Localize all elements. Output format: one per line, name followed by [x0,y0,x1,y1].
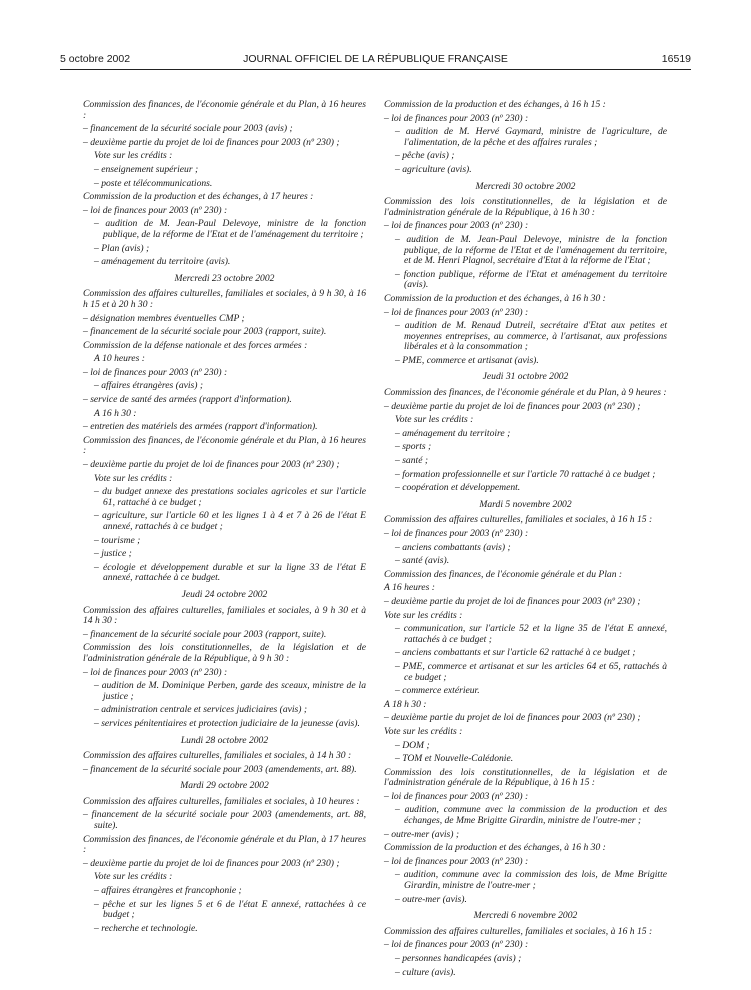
agenda-line: Commission des affaires culturelles, familiales et sociales, à 9 h 30, à 16 h 15 et à 20 h 30 : [83,288,366,310]
agenda-line: – communication, sur l'article 52 et la ligne 35 de l'état E annexé, rattachés à ce budget ; [395,623,667,645]
agenda-line: – culture (avis). [395,966,456,978]
agenda-line: – loi de finances pour 2003 (nº 230) : [384,790,529,802]
agenda-line: Vote sur les crédits : [395,414,474,426]
agenda-line: A 10 heures : [94,353,145,365]
agenda-line: – désignation membres éventuelles CMP ; [83,312,245,324]
agenda-line: – loi de finances pour 2003 (nº 230) : [384,855,529,867]
agenda-line: – poste et télécommunications. [94,177,213,189]
agenda-line: – TOM et Nouvelle-Calédonie. [395,753,514,765]
agenda-line: Commission de la production et des échanges, à 16 h 30 : [384,842,606,854]
agenda-line: Commission de la production et des échanges, à 17 heures : [83,191,314,203]
agenda-line: – deuxième partie du projet de loi de finances pour 2003 (nº 230) ; [83,857,340,869]
right-column [384,100,667,981]
agenda-line: – anciens combattants et sur l'article 62 rattaché à ce budget ; [395,647,636,659]
agenda-line: – du budget annexe des prestations sociales agricoles et sur l'article 61, rattaché à ce budget ; [94,486,366,508]
agenda-line: – loi de finances pour 2003 (nº 230) : [83,204,228,216]
agenda-line: Commission de la défense nationale et des forces armées : [83,339,308,351]
agenda-line: Commission des lois constitutionnelles, de la législation et de l'administration générale de la République, à 9 h 30 : [83,642,366,664]
header-rule [60,69,691,70]
agenda-line: – fonction publique, réforme de l'Etat et aménagement du territoire (avis). [395,268,667,291]
header-title: JOURNAL OFFICIEL DE LA RÉPUBLIQUE FRANÇAISE [243,53,508,65]
agenda-line: Commission de la production et des échanges, à 16 h 15 : [384,99,606,110]
agenda-line: – deuxième partie du projet de loi de finances pour 2003 (nº 230) ; [83,459,340,471]
agenda-line: – agriculture, sur l'article 60 et les lignes 1 à 4 et 7 à 26 de l'état E annexé, rattachés à ce budget ; [94,510,366,532]
agenda-line: – loi de finances pour 2003 (nº 230) : [384,112,529,124]
agenda-line: – audition de M. Jean-Paul Delevoye, ministre de la fonction publique, de la réforme de l'Etat et de l'aménagement du territoire ; [94,218,366,240]
agenda-line: Vote sur les crédits : [94,150,173,162]
agenda-line: – tourisme ; [94,534,141,546]
agenda-line: Commission des lois constitutionnelles, de la législation et de l'administration générale de la République, à 16 h 15 : [384,766,667,789]
page-number: 16519 [661,53,691,65]
agenda-line: – audition de M. Dominique Perben, garde des sceaux, ministre de la justice ; [94,680,366,702]
agenda-line: Commission des affaires culturelles, familiales et sociales, à 16 h 15 : [384,925,653,937]
agenda-line: Vote sur les crédits : [384,725,463,737]
agenda-line: – coopération et développement. [395,482,521,494]
agenda-line: – deuxième partie du projet de loi de finances pour 2003 (nº 230) ; [384,712,641,724]
agenda-line: – loi de finances pour 2003 (nº 230) : [384,939,529,951]
agenda-line: – audition de M. Jean-Paul Delevoye, ministre de la fonction publique, de la réforme de l'Etat et de l'aménagement du territoire, et de M. Henri Plagnol, secrétaire d'Etat à la réforme de l'Etat ; [395,233,667,267]
agenda-line: – financement de la sécurité sociale pour 2003 (amendements, art. 88). [83,763,357,775]
agenda-line: – pêche (avis) ; [395,150,455,162]
agenda-line: – audition de M. Renaud Dutreil, secrétaire d'Etat aux petites et moyennes entreprises, au commerce, à l'artisanat, aux professions libérales et à la consommation ; [395,320,667,353]
agenda-line: – formation professionnelle et sur l'article 70 rattaché à ce budget ; [395,468,656,480]
agenda-line: – deuxième partie du projet de loi de finances pour 2003 (nº 230) ; [384,595,641,607]
date-heading: Mardi 5 novembre 2002 [479,498,572,510]
agenda-line: – service de santé des armées (rapport d'information). [83,394,292,406]
agenda-line: – agriculture (avis). [395,163,472,175]
agenda-line: A 16 h 30 : [94,407,137,419]
agenda-line: – outre-mer (avis). [395,893,467,905]
agenda-line: Commission des finances, de l'économie générale et du Plan : [384,568,623,580]
date-heading: Jeudi 24 octobre 2002 [181,588,268,600]
left-column [83,100,366,937]
agenda-line: – recherche et technologie. [94,922,198,934]
agenda-line: Commission des affaires culturelles, familiales et sociales, à 9 h 30 et à 14 h 30 : [83,604,366,627]
agenda-line: Commission des finances, de l'économie générale et du Plan, à 16 heures : [83,434,366,457]
agenda-line: Commission des affaires culturelles, familiales et sociales, à 14 h 30 : [83,750,352,762]
agenda-line: – anciens combattants (avis) ; [395,541,511,553]
agenda-line: Commission des lois constitutionnelles, de la législation et de l'administration générale de la République, à 16 h 30 : [384,196,667,218]
agenda-line: – écologie et développement durable et sur la ligne 33 de l'état E annexé, rattachée à ce budget. [94,561,366,584]
agenda-line: – loi de finances pour 2003 (nº 230) : [384,306,529,318]
agenda-line: – loi de finances pour 2003 (nº 230) : [83,366,228,378]
agenda-line: – PME, commerce et artisanat et sur les articles 64 et 65, rattachés à ce budget ; [395,660,667,683]
agenda-line: Commission des finances, de l'économie générale et du Plan, à 16 heures : [83,99,366,121]
agenda-line: – aménagement du territoire ; [395,427,511,439]
agenda-line: – financement de la sécurité sociale pour 2003 (avis) ; [83,123,293,135]
agenda-line: – pêche et sur les lignes 5 et 6 de l'état E annexé, rattachées à ce budget ; [94,898,366,921]
agenda-line: – financement de la sécurité sociale pour 2003 (rapport, suite). [83,326,327,338]
agenda-line: – affaires étrangères (avis) ; [94,380,204,392]
agenda-line: Commission des affaires culturelles, familiales et sociales, à 10 heures : [83,795,360,807]
agenda-line: – santé ; [395,455,429,467]
agenda-line: – loi de finances pour 2003 (nº 230) : [384,528,529,539]
agenda-line: A 16 heures : [384,582,435,594]
agenda-line: A 18 h 30 : [384,698,427,710]
agenda-line: – aménagement du territoire (avis). [94,256,231,268]
agenda-line: – affaires étrangères et francophonie ; [94,885,242,897]
date-heading: Lundi 28 octobre 2002 [180,734,269,746]
agenda-line: Commission des finances, de l'économie générale et du Plan, à 9 heures : [384,387,667,399]
agenda-line: Commission des finances, de l'économie générale et du Plan, à 17 heures : [83,833,366,856]
agenda-line: – enseignement supérieur ; [94,163,199,175]
agenda-line: – services pénitentiaires et protection judiciaire de la jeunesse (avis). [94,717,360,729]
agenda-line: – loi de finances pour 2003 (nº 230) : [384,220,529,232]
date-heading: Mercredi 6 novembre 2002 [473,910,578,922]
agenda-line: – audition, commune avec la commission des lois, de Mme Brigitte Girardin, ministre de l'outre-mer ; [395,869,667,892]
agenda-line: Vote sur les crédits : [384,609,463,621]
page-header [60,53,691,67]
agenda-line: – audition, commune avec la commission de la production et des échanges, de Mme Brigitte Girardin, ministre de l'outre-mer ; [395,804,667,827]
agenda-line: – DOM ; [395,739,430,751]
agenda-line: Commission de la production et des échanges, à 16 h 30 : [384,292,606,304]
agenda-line: – audition de M. Hervé Gaymard, ministre de l'agriculture, de l'alimentation, de la pêche et des affaires rurales ; [395,126,667,148]
date-heading: Jeudi 31 octobre 2002 [482,371,569,383]
date-heading: Mardi 29 octobre 2002 [180,780,269,792]
agenda-line: Commission des affaires culturelles, familiales et sociales, à 16 h 15 : [384,514,653,526]
agenda-line: – justice ; [94,548,132,560]
agenda-line: – financement de la sécurité sociale pour 2003 (amendements, art. 88, suite). [83,809,366,832]
agenda-line: Vote sur les crédits : [94,472,173,484]
agenda-line: – outre-mer (avis) ; [384,828,460,840]
agenda-line: – deuxième partie du projet de loi de finances pour 2003 (nº 230) ; [83,136,340,148]
agenda-line: – personnes handicapées (avis) ; [395,953,522,964]
agenda-line: – administration centrale et services judiciaires (avis) ; [94,704,308,716]
agenda-line: – santé (avis). [395,555,450,567]
agenda-line: – entretien des matériels des armées (rapport d'information). [83,421,318,433]
date-heading: Mercredi 23 octobre 2002 [174,272,275,284]
agenda-line: – commerce extérieur. [395,685,480,697]
agenda-line: – sports ; [395,441,432,453]
agenda-line: – PME, commerce et artisanat (avis). [395,354,539,366]
agenda-line: – financement de la sécurité sociale pour 2003 (rapport, suite). [83,628,327,640]
agenda-line: – loi de finances pour 2003 (nº 230) : [83,666,228,678]
header-date: 5 octobre 2002 [60,53,131,65]
agenda-line: Vote sur les crédits : [94,871,173,883]
agenda-line: – deuxième partie du projet de loi de finances pour 2003 (nº 230) ; [384,400,641,412]
date-heading: Mercredi 30 octobre 2002 [475,180,576,192]
agenda-line: – Plan (avis) ; [94,242,150,254]
